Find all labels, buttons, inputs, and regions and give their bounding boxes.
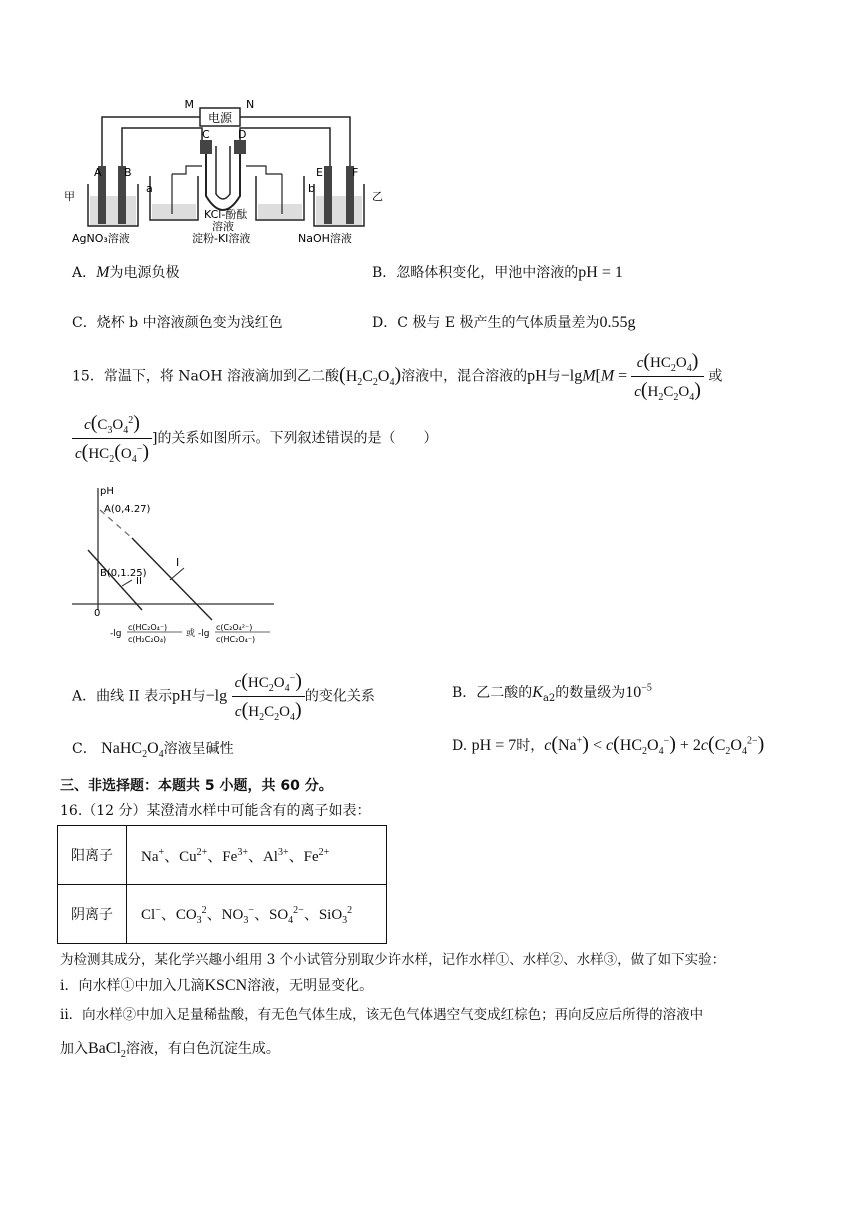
q15-ph-graph — [70, 480, 280, 652]
q16-stem: 16.（12 分）某澄清水样中可能含有的离子如表： — [60, 803, 371, 819]
q16-step-2-line1: ii．向水样②中加入足量稀盐酸，有无色气体生成，该无色气体遇空气变成红棕色；再向反应后所得的溶液中 — [60, 1007, 704, 1023]
svg-text:c(HC₂O₄⁻): c(HC₂O₄⁻) — [128, 623, 168, 632]
section-3-title: 三、非选择题：本题共 5 小题，共 60 分。 — [60, 778, 333, 794]
svg-text:M: M — [184, 98, 194, 111]
svg-text:b: b — [308, 182, 315, 195]
electrolysis-apparatus-figure — [60, 96, 390, 248]
svg-text:-lg: -lg — [198, 629, 210, 639]
q16-step-2-line2: 加入BaCl$_2$溶液，有白色沉淀生成。 — [60, 1040, 280, 1061]
naoh-label: NaOH溶液 — [298, 232, 352, 245]
svg-text:D: D — [238, 128, 247, 141]
q15-option-a: A．曲线 II 表示pH与−lg $\frac{c(HC_2O_4^-)}{c(H_2C_2O_4)}$ 的变化关系 — [72, 670, 375, 723]
q14-option-a: A．M为电源负极 — [72, 264, 180, 281]
y-axis-label: pH — [100, 486, 114, 497]
q14-option-c: C．烧杯 b 中溶液颜色变为浅红色 — [72, 315, 283, 331]
svg-text:c(C₂O₄²⁻): c(C₂O₄²⁻) — [216, 623, 253, 632]
cell-yi-label: 乙 — [372, 190, 383, 203]
cation-values: Na+、$Cu^{2+}$、$Fe^{3+}$、$Al^{3+}$、$Fe^{2+}$ — [127, 826, 387, 885]
q16-intro: 为检测其成分，某化学兴趣小组用 3 个小试管分别取少许水样，记作水样①、水样②、水样③，做了如下实验： — [60, 952, 726, 968]
svg-text:E: E — [316, 166, 323, 179]
point-a-label: A(0,4.27) — [104, 504, 151, 515]
curve-i — [132, 538, 212, 620]
q15-option-d: D. pH = 7时，$c(Na^+) < c(HC_2O_4^-) + 2c(C_2O_4^{2-})$ — [452, 733, 765, 758]
curve-i-label: I — [176, 556, 180, 569]
cation-label: 阳离子 — [58, 826, 127, 885]
cell-jia-label: 甲 — [64, 190, 75, 203]
svg-text:-lg: -lg — [110, 629, 122, 639]
curve-ii-label: II — [136, 576, 142, 587]
point-b-label: B(0,1.25) — [100, 568, 147, 579]
power-source-label: 电源 — [207, 111, 233, 125]
starch-ki-label: 淀粉-KI溶液 — [192, 232, 251, 245]
ion-table — [57, 825, 387, 944]
table-row — [58, 885, 387, 944]
q14-option-d: D．C 极与 E 极产生的气体质量差为0.55g — [372, 314, 636, 331]
anion-label: 阴离子 — [58, 885, 127, 944]
q15-stem-line1: 15．常温下，将 NaOH 溶液滴加到乙二酸$(H_2C_2O_4)$溶液中，混合溶液的pH与−lgM[M = $\frac{c(HC_2O_4)}{c(H_2C_2O_4)}$ 或 — [72, 350, 723, 403]
q15-option-c: C． $NaHC_2O_4$溶液呈碱性 — [72, 740, 234, 761]
svg-text:c(H₂C₂O₄): c(H₂C₂O₄) — [128, 635, 167, 644]
kcl-label: KCl-酚酞 — [204, 208, 248, 221]
anion-values: Cl−、$CO_3^2$、$NO_3^-$、$SO_4^{2-}$、SiO$_3^2$ — [127, 885, 387, 944]
q15-stem-line2: $\frac{c(C_3O_4^2)}{c(HC_2(O_4^-)}$ ]的关系如图所示。下列叙述错误的是（ ） — [72, 412, 437, 465]
svg-text:C: C — [202, 128, 210, 141]
agno3-label: AgNO₃溶液 — [72, 232, 130, 245]
svg-text:B: B — [124, 166, 132, 179]
origin-label: 0 — [94, 608, 101, 619]
svg-text:或: 或 — [186, 629, 196, 639]
svg-text:溶液: 溶液 — [212, 220, 234, 233]
svg-text:N: N — [246, 98, 255, 111]
q14-option-b: B．忽略体积变化，甲池中溶液的pH = 1 — [372, 264, 623, 281]
svg-text:A: A — [94, 166, 102, 179]
svg-text:F: F — [352, 166, 359, 179]
curve-ii — [88, 550, 142, 610]
svg-text:a: a — [146, 182, 153, 195]
svg-text:c(HC₂O₄⁻): c(HC₂O₄⁻) — [216, 635, 256, 644]
q15-option-b: B．乙二酸的$K_{a2}$的数量级为$10^{-5}$ — [452, 682, 652, 704]
table-row — [58, 826, 387, 885]
q16-step-1: i．向水样①中加入几滴KSCN溶液，无明显变化。 — [60, 977, 374, 994]
